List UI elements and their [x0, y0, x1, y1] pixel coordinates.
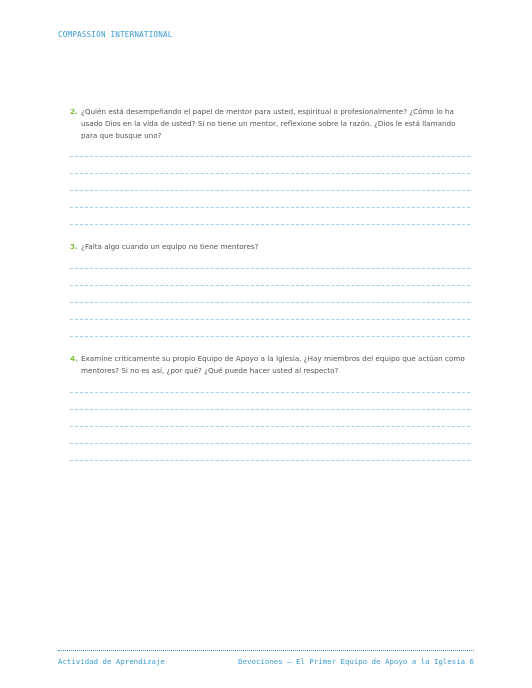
footer-title-page-number: Devociones — El Primer Equipo de Apoyo a la Iglesia 6: [238, 657, 474, 666]
question-text: [70, 106, 470, 141]
question-2: [70, 106, 470, 225]
answer-line[interactable]: [70, 191, 470, 208]
answer-line[interactable]: [70, 427, 470, 444]
question-text: [70, 241, 470, 253]
answer-area[interactable]: [70, 259, 470, 337]
answer-line[interactable]: [70, 393, 470, 410]
answer-line[interactable]: [70, 410, 470, 427]
footer-divider: [58, 650, 474, 651]
brand-header: COMPASSION INTERNATIONAL: [58, 30, 173, 39]
question-text: [70, 353, 470, 377]
question-prompt: ¿Quién está desempeñando el papel de mentor para usted, espiritual o profesionalmente? ¿Cómo lo ha usado Dios en la vida de usted? Si no tiene un mentor, reflexione sobre la razón. ¿Dios le está llamando para que busque uno?: [81, 107, 456, 140]
answer-line[interactable]: [70, 269, 470, 286]
answer-line[interactable]: [70, 174, 470, 191]
answer-line[interactable]: [70, 383, 470, 393]
question-number: 3.: [70, 242, 78, 251]
answer-line[interactable]: [70, 286, 470, 303]
question-number: 4.: [70, 354, 78, 363]
answer-line[interactable]: [70, 303, 470, 320]
answer-line[interactable]: [70, 320, 470, 337]
answer-line[interactable]: [70, 157, 470, 174]
answer-line[interactable]: [70, 147, 470, 157]
question-number: 2.: [70, 107, 78, 116]
question-4: [70, 353, 470, 461]
answer-line[interactable]: [70, 259, 470, 269]
footer-section-label: Actividad de Aprendizaje: [58, 657, 165, 666]
question-3: [70, 241, 470, 337]
answer-line[interactable]: [70, 208, 470, 225]
answer-area[interactable]: [70, 147, 470, 225]
question-prompt: ¿Falta algo cuando un equipo no tiene mentores?: [81, 242, 259, 251]
answer-area[interactable]: [70, 383, 470, 461]
answer-line[interactable]: [70, 444, 470, 461]
question-prompt: Examine críticamente su propio Equipo de Apoyo a la Iglesia. ¿Hay miembros del equipo que actúan como mentores? Si no es así, ¿por qué? ¿Qué puede hacer usted al respecto?: [81, 354, 465, 375]
